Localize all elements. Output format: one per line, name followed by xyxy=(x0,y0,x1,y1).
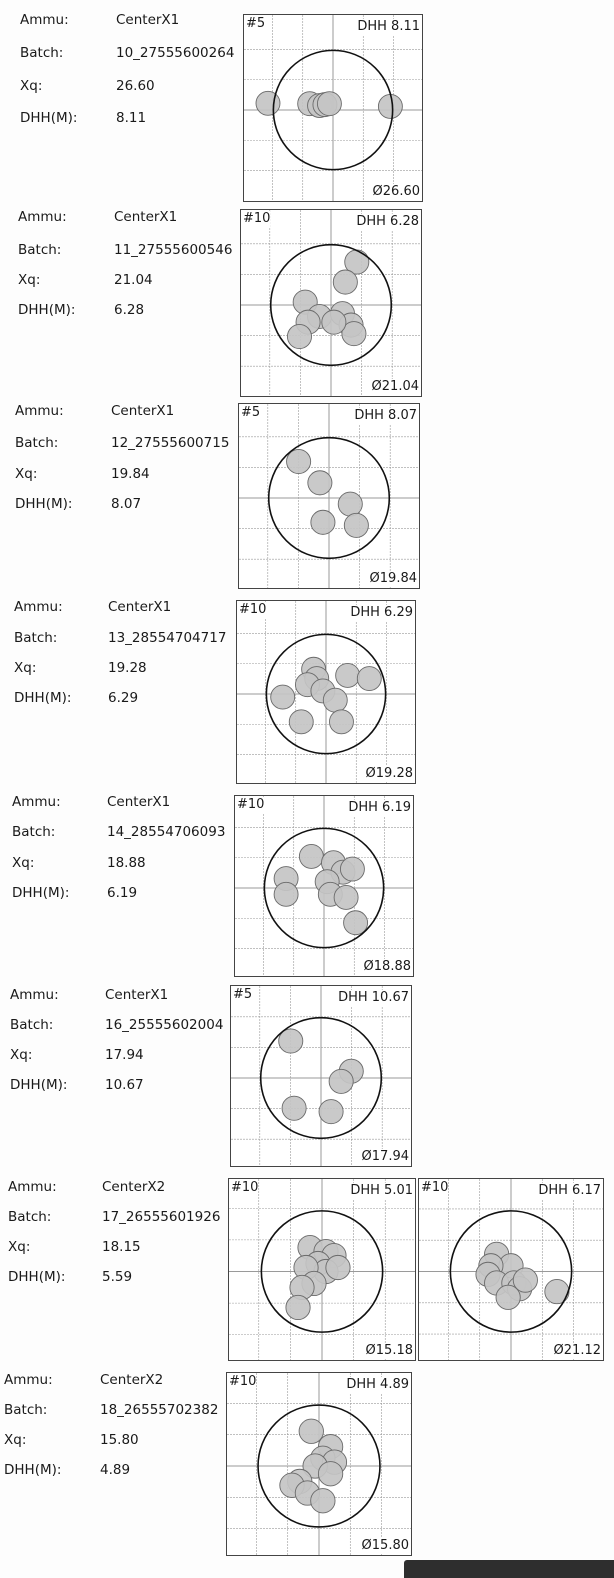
target-svg xyxy=(235,796,413,976)
target-plot xyxy=(240,209,422,397)
target-dhh: DHH 6.19 xyxy=(348,800,411,815)
target-diameter: Ø15.18 xyxy=(365,1343,413,1358)
dhh-value: 8.07 xyxy=(111,496,142,512)
bullet-hit xyxy=(338,492,362,516)
batch-label: Batch: xyxy=(12,824,56,840)
bullet-hit xyxy=(344,911,368,935)
ammu-label: Ammu: xyxy=(12,794,61,810)
dhh-value: 6.19 xyxy=(107,885,138,901)
ammu-value: CenterX1 xyxy=(111,403,175,419)
batch-value: 11_27555600546 xyxy=(114,242,233,258)
batch-label: Batch: xyxy=(10,1017,54,1033)
target-dhh: DHH 8.11 xyxy=(357,19,420,34)
batch-value: 16_25555602004 xyxy=(105,1017,224,1033)
dhh-label: DHH(M): xyxy=(20,110,78,126)
bullet-hit xyxy=(344,513,368,537)
bullet-hit xyxy=(329,1069,353,1093)
xq-value: 17.94 xyxy=(105,1047,144,1063)
dhh-value: 6.29 xyxy=(108,690,139,706)
bullet-hit xyxy=(545,1279,569,1303)
bullet-hit xyxy=(323,688,347,712)
bullet-hit xyxy=(282,1096,306,1120)
bullet-hit xyxy=(317,92,341,116)
shot-count: #10 xyxy=(231,1180,259,1195)
ammu-value: CenterX2 xyxy=(102,1179,166,1195)
xq-label: Xq: xyxy=(14,660,37,676)
bullet-hit xyxy=(357,667,381,691)
dhh-value: 8.11 xyxy=(116,110,147,126)
ammu-value: CenterX1 xyxy=(105,987,169,1003)
xq-label: Xq: xyxy=(10,1047,33,1063)
batch-value: 18_26555702382 xyxy=(100,1402,219,1418)
ammu-value: CenterX1 xyxy=(116,12,180,28)
xq-label: Xq: xyxy=(15,466,38,482)
shot-count: #5 xyxy=(233,987,253,1002)
dhh-label: DHH(M): xyxy=(14,690,72,706)
target-svg xyxy=(227,1373,411,1555)
bullet-hit xyxy=(299,1419,323,1443)
shot-count: #10 xyxy=(237,797,265,812)
target-diameter: Ø21.12 xyxy=(553,1343,601,1358)
xq-label: Xq: xyxy=(8,1239,31,1255)
bullet-hit xyxy=(378,94,402,118)
target-dhh: DHH 5.01 xyxy=(350,1183,413,1198)
target-plot xyxy=(236,600,416,784)
bullet-hit xyxy=(319,1100,343,1124)
ammu-label: Ammu: xyxy=(8,1179,57,1195)
target-dhh: DHH 6.29 xyxy=(350,605,413,620)
shot-count: #10 xyxy=(243,211,271,226)
target-dhh: DHH 8.07 xyxy=(354,408,417,423)
dhh-label: DHH(M): xyxy=(8,1269,66,1285)
bullet-hit xyxy=(287,324,311,348)
shot-count: #5 xyxy=(246,16,266,31)
ammu-label: Ammu: xyxy=(15,403,64,419)
shot-count: #10 xyxy=(421,1180,449,1195)
scan-edge-bar xyxy=(404,1560,614,1578)
ammu-label: Ammu: xyxy=(10,987,59,1003)
target-dhh: DHH 6.17 xyxy=(538,1183,601,1198)
target-plot xyxy=(238,403,420,589)
target-plot xyxy=(228,1178,416,1361)
target-diameter: Ø17.94 xyxy=(361,1149,409,1164)
bullet-hit xyxy=(311,1489,335,1513)
target-dhh: DHH 6.28 xyxy=(356,214,419,229)
shot-count: #10 xyxy=(239,602,267,617)
batch-value: 13_28554704717 xyxy=(108,630,227,646)
xq-value: 18.88 xyxy=(107,855,146,871)
xq-value: 19.84 xyxy=(111,466,150,482)
dhh-value: 5.59 xyxy=(102,1269,133,1285)
bullet-hit xyxy=(334,885,358,909)
batch-value: 10_27555600264 xyxy=(116,45,235,61)
dhh-label: DHH(M): xyxy=(15,496,73,512)
dhh-value: 6.28 xyxy=(114,302,145,318)
dhh-label: DHH(M): xyxy=(18,302,76,318)
target-svg xyxy=(231,986,411,1166)
ammu-label: Ammu: xyxy=(14,599,63,615)
batch-value: 14_28554706093 xyxy=(107,824,226,840)
ammu-label: Ammu: xyxy=(18,209,67,225)
batch-value: 17_26555601926 xyxy=(102,1209,221,1225)
batch-label: Batch: xyxy=(18,242,62,258)
xq-value: 19.28 xyxy=(108,660,147,676)
batch-label: Batch: xyxy=(14,630,58,646)
shot-count: #5 xyxy=(241,405,261,420)
target-diameter: Ø15.80 xyxy=(361,1538,409,1553)
xq-value: 26.60 xyxy=(116,78,155,94)
target-svg xyxy=(239,404,419,588)
batch-label: Batch: xyxy=(15,435,59,451)
target-plot xyxy=(226,1372,412,1556)
target-dhh: DHH 10.67 xyxy=(338,990,409,1005)
bullet-hit xyxy=(256,91,280,115)
target-diameter: Ø19.28 xyxy=(365,766,413,781)
bullet-hit xyxy=(336,663,360,687)
xq-value: 21.04 xyxy=(114,272,153,288)
target-diameter: Ø21.04 xyxy=(371,379,419,394)
bullet-hit xyxy=(286,1295,310,1319)
xq-value: 15.80 xyxy=(100,1432,139,1448)
bullet-hit xyxy=(326,1255,350,1279)
dhh-value: 4.89 xyxy=(100,1462,131,1478)
target-plot xyxy=(230,985,412,1167)
dhh-label: DHH(M): xyxy=(10,1077,68,1093)
ammu-label: Ammu: xyxy=(4,1372,53,1388)
bullet-hit xyxy=(496,1285,520,1309)
target-svg xyxy=(241,210,421,396)
ammu-value: CenterX1 xyxy=(108,599,172,615)
bullet-hit xyxy=(287,449,311,473)
bullet-hit xyxy=(333,270,357,294)
bullet-hit xyxy=(308,471,332,495)
target-plot xyxy=(243,14,423,202)
xq-label: Xq: xyxy=(4,1432,27,1448)
dhh-label: DHH(M): xyxy=(12,885,70,901)
target-svg xyxy=(419,1179,603,1360)
bullet-hit xyxy=(271,685,295,709)
batch-label: Batch: xyxy=(20,45,64,61)
ammu-value: CenterX2 xyxy=(100,1372,164,1388)
bullet-hit xyxy=(289,710,313,734)
target-svg xyxy=(237,601,415,783)
xq-label: Xq: xyxy=(18,272,41,288)
dhh-label: DHH(M): xyxy=(4,1462,62,1478)
target-plot xyxy=(234,795,414,977)
batch-label: Batch: xyxy=(4,1402,48,1418)
xq-label: Xq: xyxy=(12,855,35,871)
target-svg xyxy=(244,15,422,201)
xq-value: 18.15 xyxy=(102,1239,141,1255)
target-diameter: Ø19.84 xyxy=(369,571,417,586)
bullet-hit xyxy=(318,1462,342,1486)
dhh-value: 10.67 xyxy=(105,1077,144,1093)
bullet-hit xyxy=(311,510,335,534)
bullet-hit xyxy=(340,857,364,881)
ammu-value: CenterX1 xyxy=(107,794,171,810)
target-dhh: DHH 4.89 xyxy=(346,1377,409,1392)
bullet-hit xyxy=(322,310,346,334)
target-diameter: Ø18.88 xyxy=(363,959,411,974)
target-svg xyxy=(229,1179,415,1360)
ammu-label: Ammu: xyxy=(20,12,69,28)
bullet-hit xyxy=(299,844,323,868)
batch-value: 12_27555600715 xyxy=(111,435,230,451)
bullet-hit xyxy=(329,710,353,734)
bullet-hit xyxy=(274,882,298,906)
xq-label: Xq: xyxy=(20,78,43,94)
target-plot-secondary xyxy=(418,1178,604,1361)
shot-count: #10 xyxy=(229,1374,257,1389)
target-diameter: Ø26.60 xyxy=(372,184,420,199)
ammu-value: CenterX1 xyxy=(114,209,178,225)
batch-label: Batch: xyxy=(8,1209,52,1225)
